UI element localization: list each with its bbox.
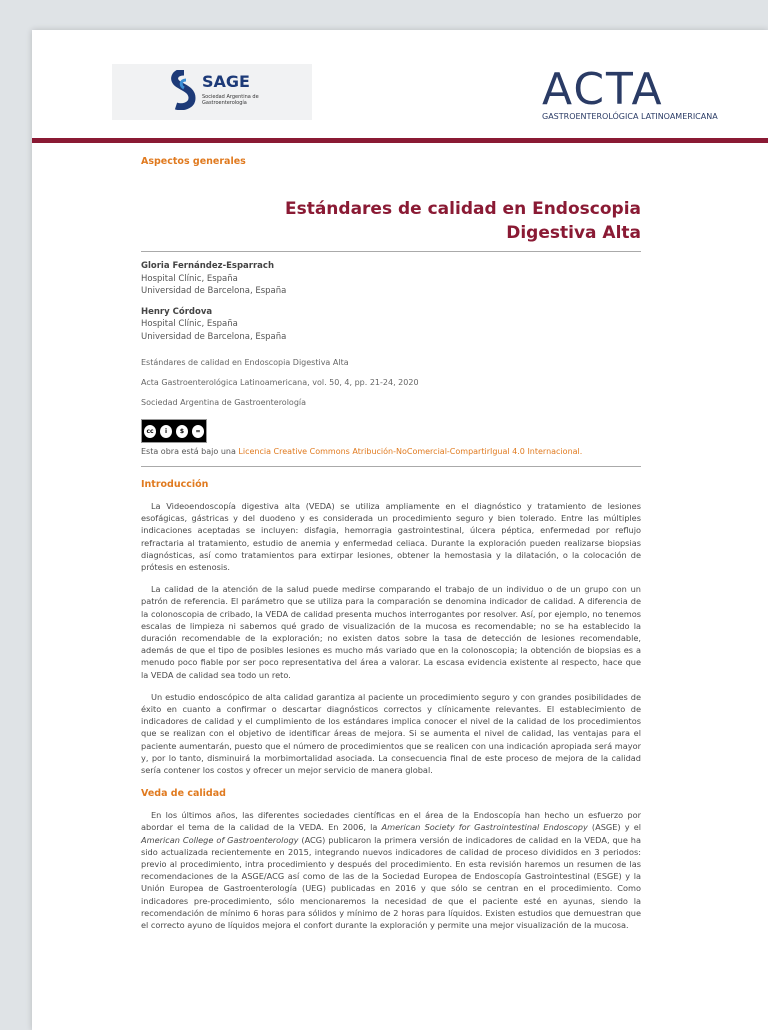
text-emphasis: American Society for Gastrointestinal Endoscopy	[381, 822, 588, 833]
cc-icon: cc	[143, 424, 157, 439]
cc-nc-icon: $	[175, 424, 189, 439]
cc-sa-icon: =	[191, 424, 205, 439]
creative-commons-badge[interactable]	[141, 419, 207, 443]
paragraph: La calidad de la atención de la salud puede medirse comparando el trabajo de un individuo o de un grupo con un patrón de referencia. El parámetro que se utiliza para la comparación se denomina indicador de calidad. A diferencia de la colonoscopia de cribado, la VEDA de calidad presenta muchos interrogantes por resolver. Así, por ejemplo, no tenemos escalas de limpieza ni sabemos qué grado de visualización de la mucosa es recomendable; no se ha establecido la duración recomendable de la exploración; no existen datos sobre la tasa de detección de lesiones recomendable, además de que el tipo de posibles lesiones es mucho más variado que en la colonoscopia; la obtención de biopsias es a menudo poco fiable por ser poco representativa del área a valorar. La escasa evidencia existente al respecto, hace que la VEDA de calidad sea todo un reto.	[141, 584, 641, 680]
citation-publisher: Sociedad Argentina de Gastroenterología	[141, 398, 307, 407]
paragraph: Un estudio endoscópico de alta calidad garantiza al paciente un procedimiento seguro y con grandes posibilidades de éxito en cuanto a confirmar o descartar diagnósticos correctos y clínicamente relevantes. El establecimiento de indicadores de calidad y el cumplimiento de los estándares implica conocer el nivel de la calidad de los procedimientos que se realizan con el objetivo de identificar áreas de mejora. Si se aumenta el nivel de calidad, las ventajas para el paciente aumentarán, puesto que el número de procedimientos que se realicen con una indicación apropiada será mayor y, por lo tanto, disminuirá la morbimortalidad asociada. La consecuencia final de este proceso de mejora de la calidad sería contener los costos y ofrecer un mejor servicio de manera global.	[141, 691, 641, 776]
article-title	[141, 197, 641, 245]
author-block	[141, 306, 641, 344]
intro-heading: Introducción	[141, 479, 209, 490]
section-label: Aspectos generales	[141, 156, 246, 167]
author-name: Gloria Fernández-Esparrach	[141, 261, 275, 271]
paragraph: La Videoendoscopía digestiva alta (VEDA) se utiliza ampliamente en el diagnóstico y tratamiento de lesiones esofágicas, gástricas y del duodeno y es considerada un procedimiento seguro y bien tolerado. Entre las múltiples indicaciones aceptadas se incluyen: disfagia, hemorragia gastrointestinal, úlcera péptica, enfermedad por reflujo refractaria al tratamiento, estudio de anemia y enfermedad celiaca. Durante la exploración pueden realizarse biopsias diagnósticas, así como tratamientos para extirpar lesiones, obtener la hemostasia y la dilatación, o la colocación de prótesis en estenosis.	[141, 501, 641, 573]
citation-title: Estándares de calidad en Endoscopia Digestiva Alta	[141, 358, 349, 367]
author-affiliation: Universidad de Barcelona, España	[141, 331, 287, 342]
author-affiliation: Hospital Clínic, España	[141, 319, 238, 329]
title-line-1: Estándares de calidad en Endoscopia	[284, 199, 641, 219]
citation-journal: Acta Gastroenterológica Latinoamericana, vol. 50, 4, pp. 21-24, 2020	[141, 378, 419, 387]
author-affiliation: Universidad de Barcelona, España	[141, 286, 287, 296]
title-divider	[141, 251, 641, 252]
sage-name: SAGE	[202, 72, 250, 91]
veda-heading: Veda de calidad	[141, 788, 226, 800]
text-span: En los últimos años, las diferentes sociedades científicas en el área de la Endoscopía han hecho un esfuerzo por abordar el tema de la calidad de la VEDA. En 2006, la	[141, 810, 641, 833]
text-span: (ASGE) y el	[587, 822, 642, 833]
author-affiliation: Hospital Clínic, España	[141, 273, 238, 284]
acta-logo	[542, 64, 718, 134]
acta-wordmark: ACTA	[542, 64, 664, 115]
header-logos	[112, 64, 718, 134]
sage-subtitle: Sociedad Argentina de Gastroenterología	[202, 94, 259, 106]
title-line-2: Digestiva Alta	[506, 223, 641, 243]
cc-by-icon: i	[159, 424, 173, 439]
sage-logo-icon	[170, 70, 198, 110]
author-name: Henry Córdova	[141, 306, 213, 317]
sage-logo	[112, 64, 312, 120]
license-prefix: Esta obra está bajo una	[141, 447, 239, 456]
license-divider	[141, 466, 641, 467]
author-block	[141, 260, 641, 298]
document-page	[32, 30, 768, 1030]
text-span: (ACG) publicaron la primera versión de indicadores de calidad en la VEDA, que ha sido actualizada recientemente en 2015, integrando nuevos indicadores de calidad de proceso divididos en 3 periodos: previo al procedimiento, intra procedimiento y después del procedimiento. En esta revisión haremos un resumen de las recomendaciones de la ASGE/ACG así como de las de la Sociedad Europea de Endoscopía Gastrointestinal (ESGE) y la Unión Europea de Gastroenterología (UEG) publicadas en 2016 y que sólo se centran en el procedimiento. Como indicadores pre-procedimiento, sólo mencionaremos la necesidad de que el paciente esté en ayunas, siendo la recomendación de mínimo 6 horas para sólidos y mínimo de 2 horas para líquidos. Existen estudios que demuestran que el correcto ayuno de líquidos mejora el confort durante la exploración y permite una mejor visualización de la mucosa.	[141, 834, 641, 931]
article-content	[141, 156, 641, 931]
paragraph	[141, 809, 641, 931]
citation-meta	[141, 357, 641, 409]
header-rule	[32, 138, 768, 143]
license-link[interactable]: Licencia Creative Commons Atribución-NoComercial-CompartirIgual 4.0 Internacional.	[238, 447, 583, 456]
acta-subtitle: GASTROENTEROLÓGICA LATINOAMERICANA	[542, 112, 718, 121]
license-text	[141, 447, 641, 456]
text-emphasis: American College of Gastroenterology	[141, 834, 299, 845]
